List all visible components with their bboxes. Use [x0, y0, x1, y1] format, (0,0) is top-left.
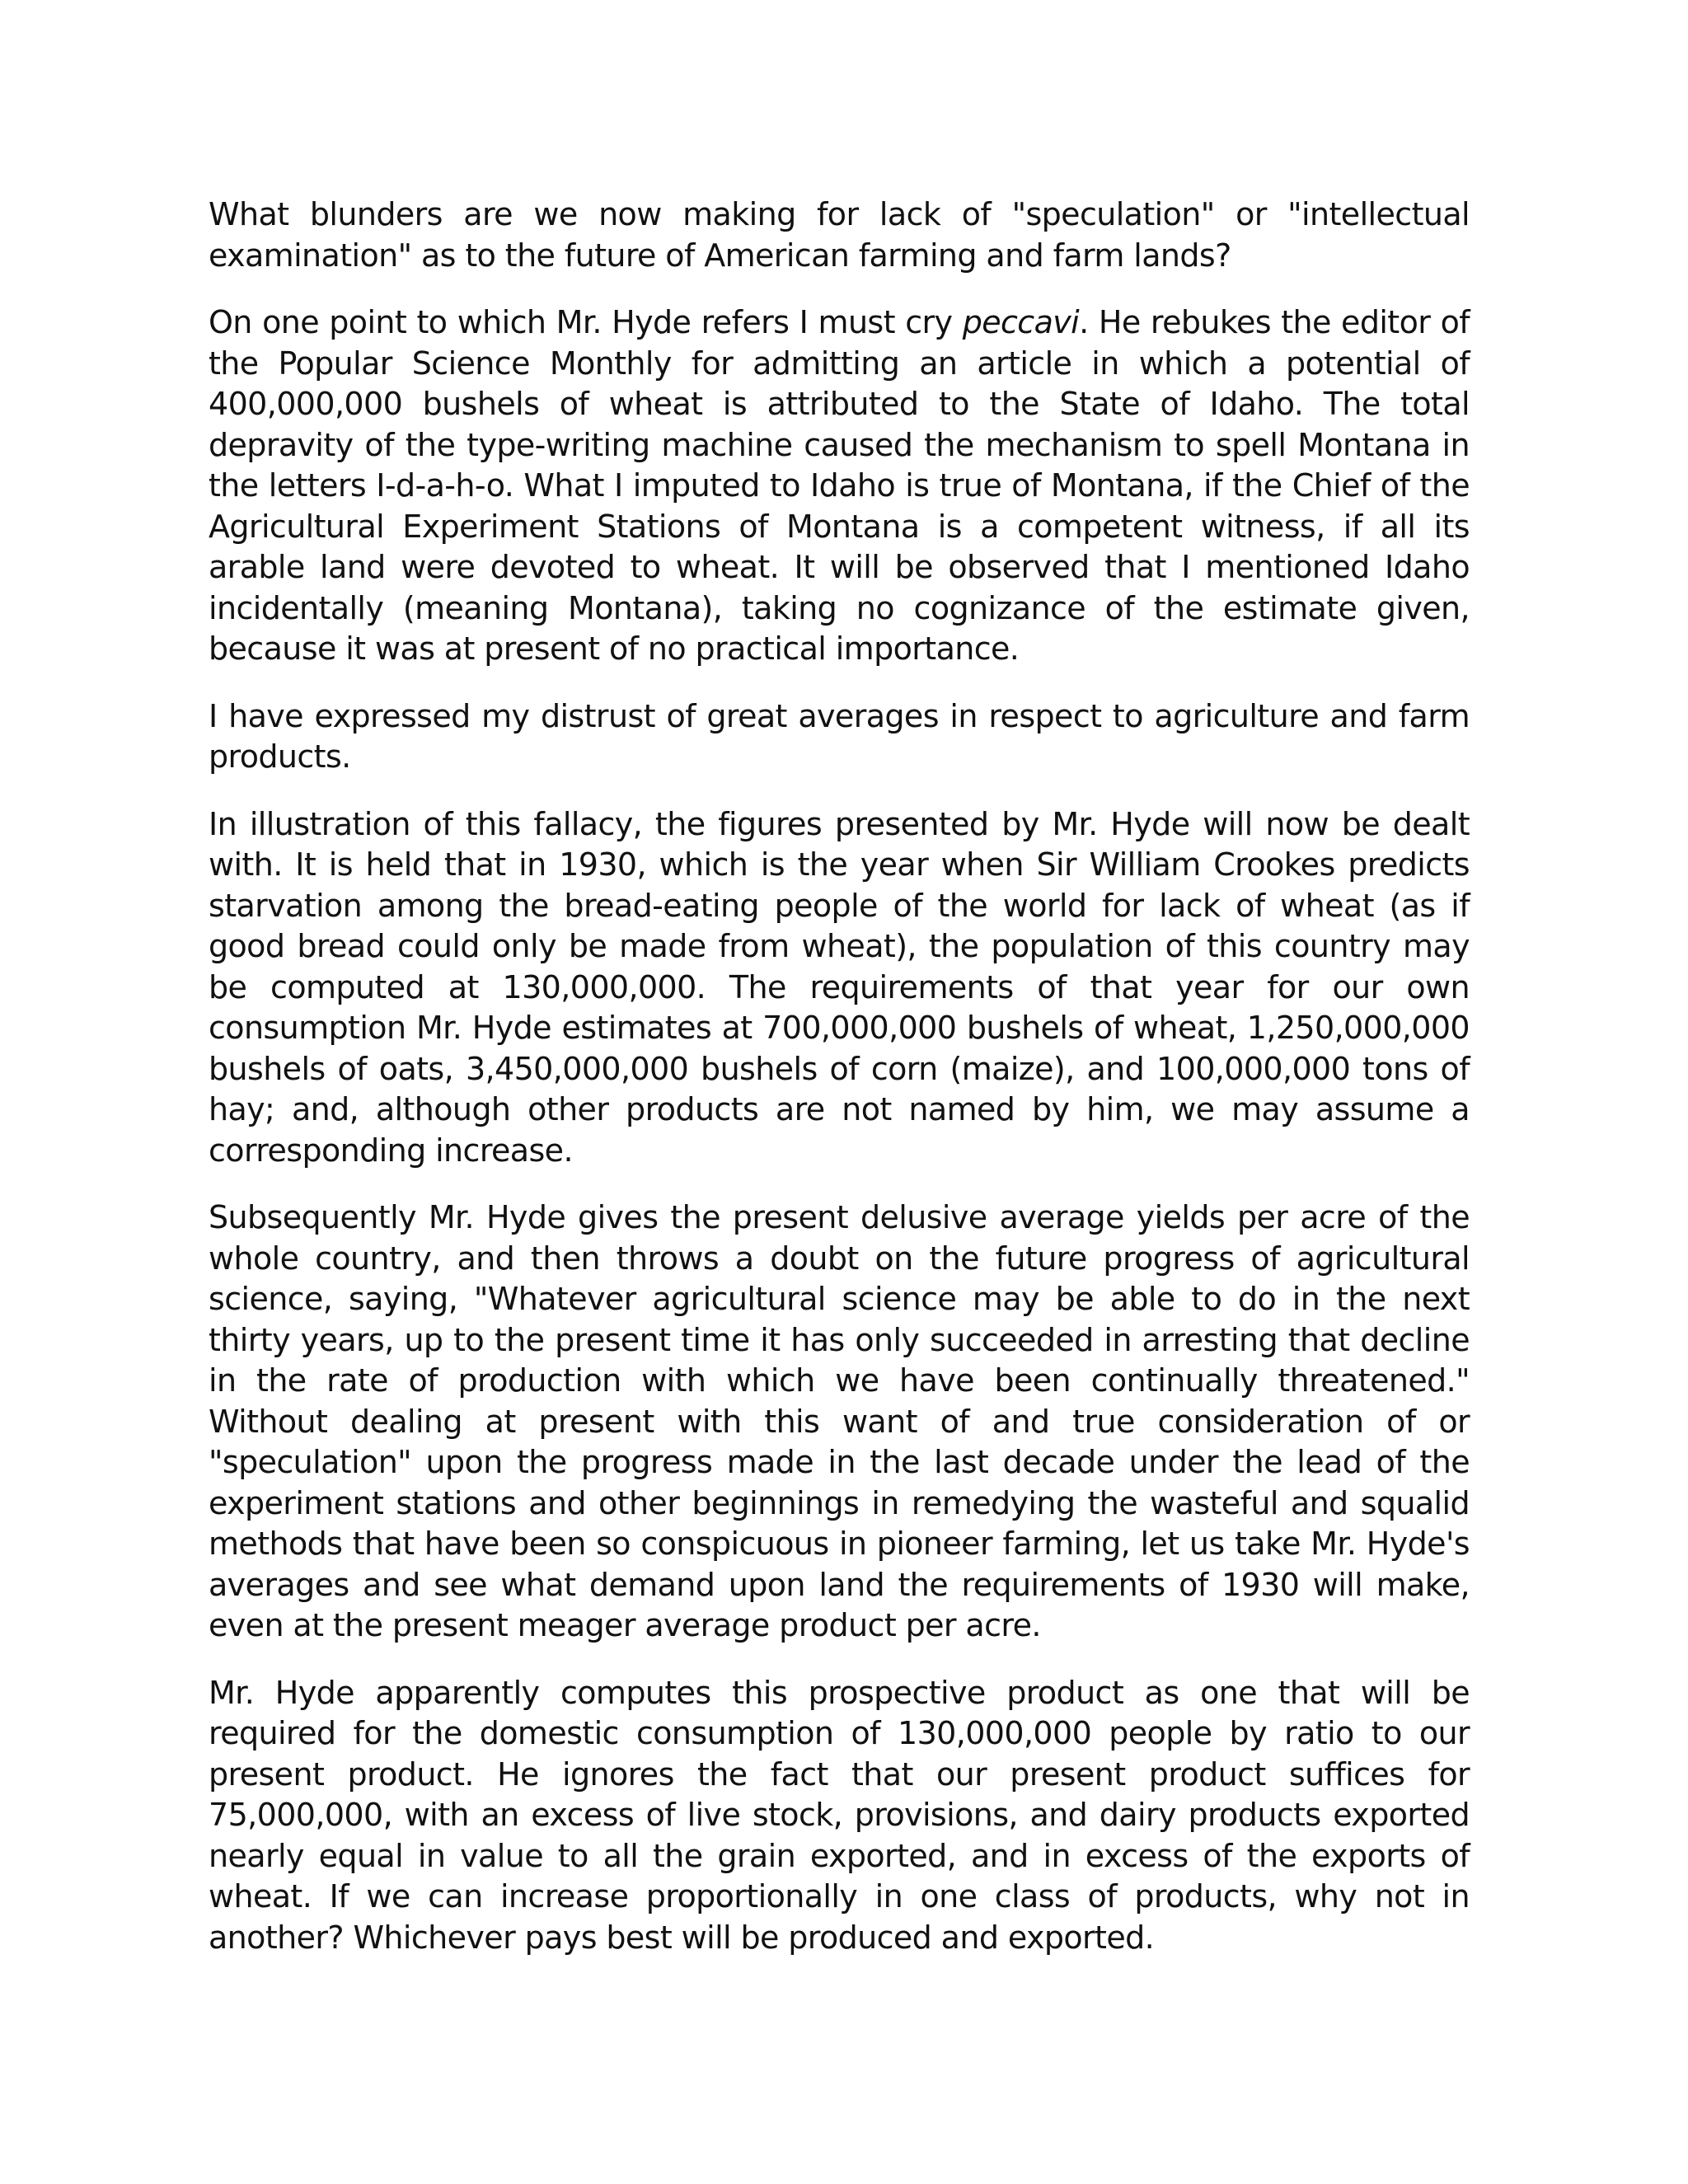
paragraph-2 — [209, 302, 1470, 670]
paragraph-4: In illustration of this fallacy, the figures presented by Mr. Hyde will now be dealt with. It is held that in 1930, which is the year when Sir William Crookes predicts starvation among the bread-eating people of the world for lack of wheat (as if good bread could only be made from wheat), the population of this country may be computed at 130,000,000. The requirements of that year for our own consumption Mr. Hyde estimates at 700,000,000 bushels of wheat, 1,250,000,000 bushels of oats, 3,450,000,000 bushels of corn (maize), and 100,000,000 tons of hay; and, although other products are not named by him, we may assume a corresponding increase. — [209, 805, 1470, 1169]
paragraph-1: What blunders are we now making for lack of "speculation" or "intellectual examination" as to the future of American farming and farm lands? — [209, 196, 1470, 274]
document-page — [209, 194, 1470, 1958]
paragraph-2-rest: . He rebukes the editor of the Popular Science Monthly for admitting an article in which a potential of 400,000,000 bushels of wheat is attributed to the State of Idaho. The total depravity of the type-writing machine caused the mechanism to spell Montana in the letters I-d-a-h-o. What I imputed to Idaho is true of Montana, if the Chief of the Agricultural Experiment Stations of Montana is a competent witness, if all its arable land were devoted to wheat. It will be observed that I mentioned Idaho incidentally (meaning Montana), taking no cognizance of the estimate given, because it was at present of no practical importance. — [209, 304, 1470, 667]
paragraph-2-lead: On one point to which Mr. Hyde refers I must cry — [209, 304, 963, 340]
paragraph-3: I have expressed my distrust of great averages in respect to agriculture and farm products. — [209, 697, 1470, 775]
paragraph-2-emphasis: peccavi — [962, 304, 1080, 340]
paragraph-5: Subsequently Mr. Hyde gives the present delusive average yields per acre of the whole country, and then throws a doubt on the future progress of agricultural science, saying, "Whatever agricultural science may be able to do in the next thirty years, up to the present time it has only succeeded in arresting that decline in the rate of production with which we have been continually threatened." Without dealing at present with this want of and true consideration of or "speculation" upon the progress made in the last decade under the lead of the experiment stations and other beginnings in remedying the wasteful and squalid methods that have been so conspicuous in pioneer farming, let us take Mr. Hyde's averages and see what demand upon land the requirements of 1930 will make, even at the present meager average product per acre. — [209, 1199, 1470, 1643]
paragraph-6: Mr. Hyde apparently computes this prospective product as one that will be required for the domestic consumption of 130,000,000 people by ratio to our present product. He ignores the fact that our present product suffices for 75,000,000, with an excess of live stock, provisions, and dairy products exported nearly equal in value to all the grain exported, and in excess of the exports of wheat. If we can increase proportionally in one class of products, why not in another? Whichever pays best will be produced and exported. — [209, 1674, 1470, 1956]
